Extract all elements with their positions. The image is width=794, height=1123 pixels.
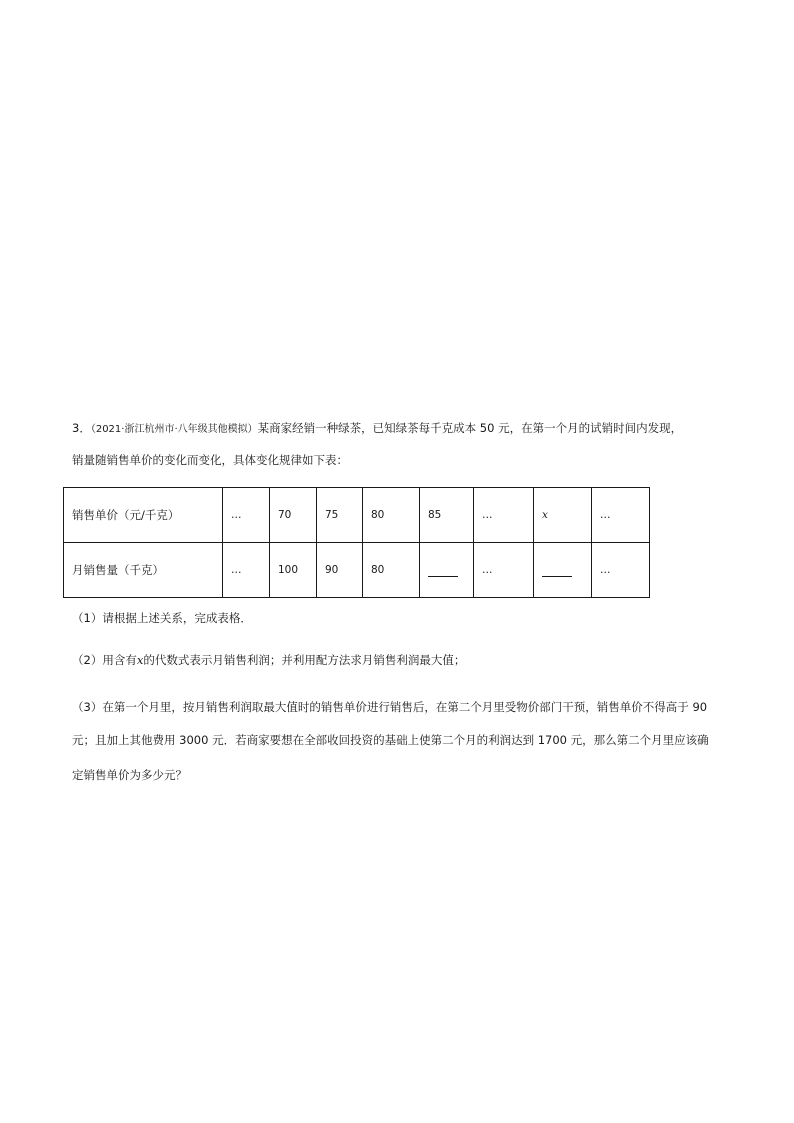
table-cell: 75 bbox=[317, 488, 363, 543]
table-cell: 70 bbox=[270, 488, 317, 543]
table-cell: 85 bbox=[420, 488, 474, 543]
table-cell: … bbox=[592, 488, 650, 543]
question-part1: （1）请根据上述关系，完成表格． bbox=[72, 611, 252, 625]
table-cell: … bbox=[223, 543, 270, 598]
question-intro-text1: 某商家经销一种绿茶，已知绿茶每千克成本 50 元，在第一个月的试销时间内发现， bbox=[257, 421, 683, 435]
table-cell: … bbox=[474, 488, 534, 543]
table-cell: … bbox=[592, 543, 650, 598]
answer-blank bbox=[428, 564, 458, 577]
table-row-price bbox=[64, 488, 650, 543]
question-intro-line2: 销量随销售单价的变化而变化，具体变化规律如下表： bbox=[72, 453, 348, 467]
question-part2 bbox=[72, 652, 465, 668]
table-cell: 80 bbox=[363, 543, 420, 598]
table-cell: 90 bbox=[317, 543, 363, 598]
question-part3-line1: （3）在第一个月里，按月销售利润取最大值时的销售单价进行销售后，在第二个月里受物价部门干预，销售单价不得高于 90 bbox=[72, 700, 708, 714]
price-sales-table bbox=[63, 487, 650, 598]
question-part2-after: 的代数式表示月销售利润；并利用配方法求月销售利润最大值； bbox=[143, 653, 466, 667]
question-part2-variable: x bbox=[136, 653, 144, 667]
table-row-header: 销售单价（元/千克） bbox=[64, 488, 223, 543]
table-cell-variable: x bbox=[534, 488, 592, 543]
question-part3-line2: 元；且加上其他费用 3000 元．若商家要想在全部收回投资的基础上使第二个月的利润达到 1700 元，那么第二个月里应该确 bbox=[72, 733, 709, 747]
question-part3-line3: 定销售单价为多少元？ bbox=[72, 768, 187, 782]
table-cell: 80 bbox=[363, 488, 420, 543]
table-cell: 100 bbox=[270, 543, 317, 598]
table-row-header: 月销售量（千克） bbox=[64, 543, 223, 598]
question-number: 3． bbox=[72, 421, 91, 435]
question-source: （2021·浙江杭州市·八年级其他模拟） bbox=[90, 424, 258, 435]
table-cell-blank bbox=[420, 543, 474, 598]
question-intro-line1 bbox=[72, 420, 682, 438]
question-part2-before: （2）用含有 bbox=[72, 653, 137, 667]
table-cell: … bbox=[223, 488, 270, 543]
table-cell: … bbox=[474, 543, 534, 598]
answer-blank bbox=[542, 564, 572, 577]
table-cell-blank bbox=[534, 543, 592, 598]
table-row-sales bbox=[64, 543, 650, 598]
